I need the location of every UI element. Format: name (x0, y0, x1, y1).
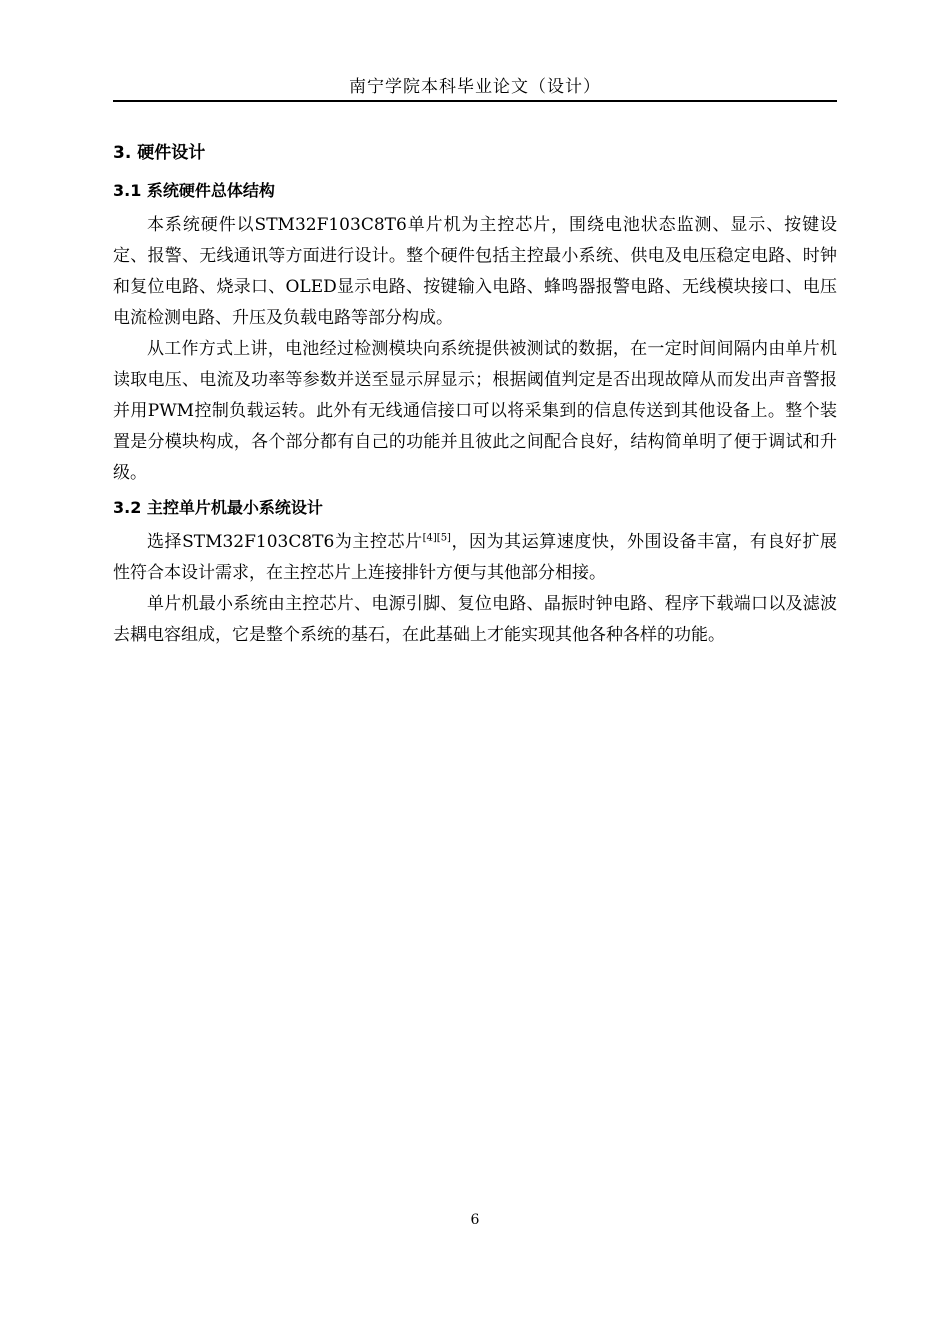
paragraph-working-mode: 从工作方式上讲，电池经过检测模块向系统提供被测试的数据，在一定时间间隔内由单片机读取电压、电流及功率等参数并送至显示屏显示；根据阈值判定是否出现故障从而发出声音警报并用PWM控制负载运转。此外有无线通信接口可以将采集到的信息传送到其他设备上。整个装置是分模块构成，各个部分都有自己的功能并且彼此之间配合良好，结构简单明了便于调试和升级。 (113, 339, 837, 483)
chip-selection-text-end: ，因为其运算速度快，外围设备丰富，有良好扩展性符合本设计需求，在主控芯片上连接排针方便与其他部分相接。 (113, 532, 837, 583)
chip-selection-text-start: 选择STM32F103C8T6为主控芯片 (147, 532, 423, 552)
citation-reference: [4][5] (422, 532, 451, 544)
subsection-heading-3-2: 3.2 主控单片机最小系统设计 (113, 498, 323, 517)
paragraph-chip-selection (113, 527, 837, 589)
page-number: 6 (470, 1212, 480, 1228)
subsection-heading-3-1: 3.1 系统硬件总体结构 (113, 181, 275, 200)
paragraph-hardware-overview: 本系统硬件以STM32F103C8T6单片机为主控芯片，围绕电池状态监测、显示、按键设定、报警、无线通讯等方面进行设计。整个硬件包括主控最小系统、供电及电压稳定电路、时钟和复位电路、烧录口、OLED显示电路、按键输入电路、蜂鸣器报警电路、无线模块接口、电压电流检测电路、升压及负载电路等部分构成。 (113, 215, 837, 328)
section-heading: 3. 硬件设计 (113, 143, 206, 163)
document-body (113, 138, 837, 651)
header-divider (113, 100, 837, 102)
page-header: 南宁学院本科毕业论文（设计） (349, 77, 601, 97)
paragraph-minimum-system: 单片机最小系统由主控芯片、电源引脚、复位电路、晶振时钟电路、程序下载端口以及滤波去耦电容组成，它是整个系统的基石，在此基础上才能实现其他各种各样的功能。 (113, 594, 837, 645)
